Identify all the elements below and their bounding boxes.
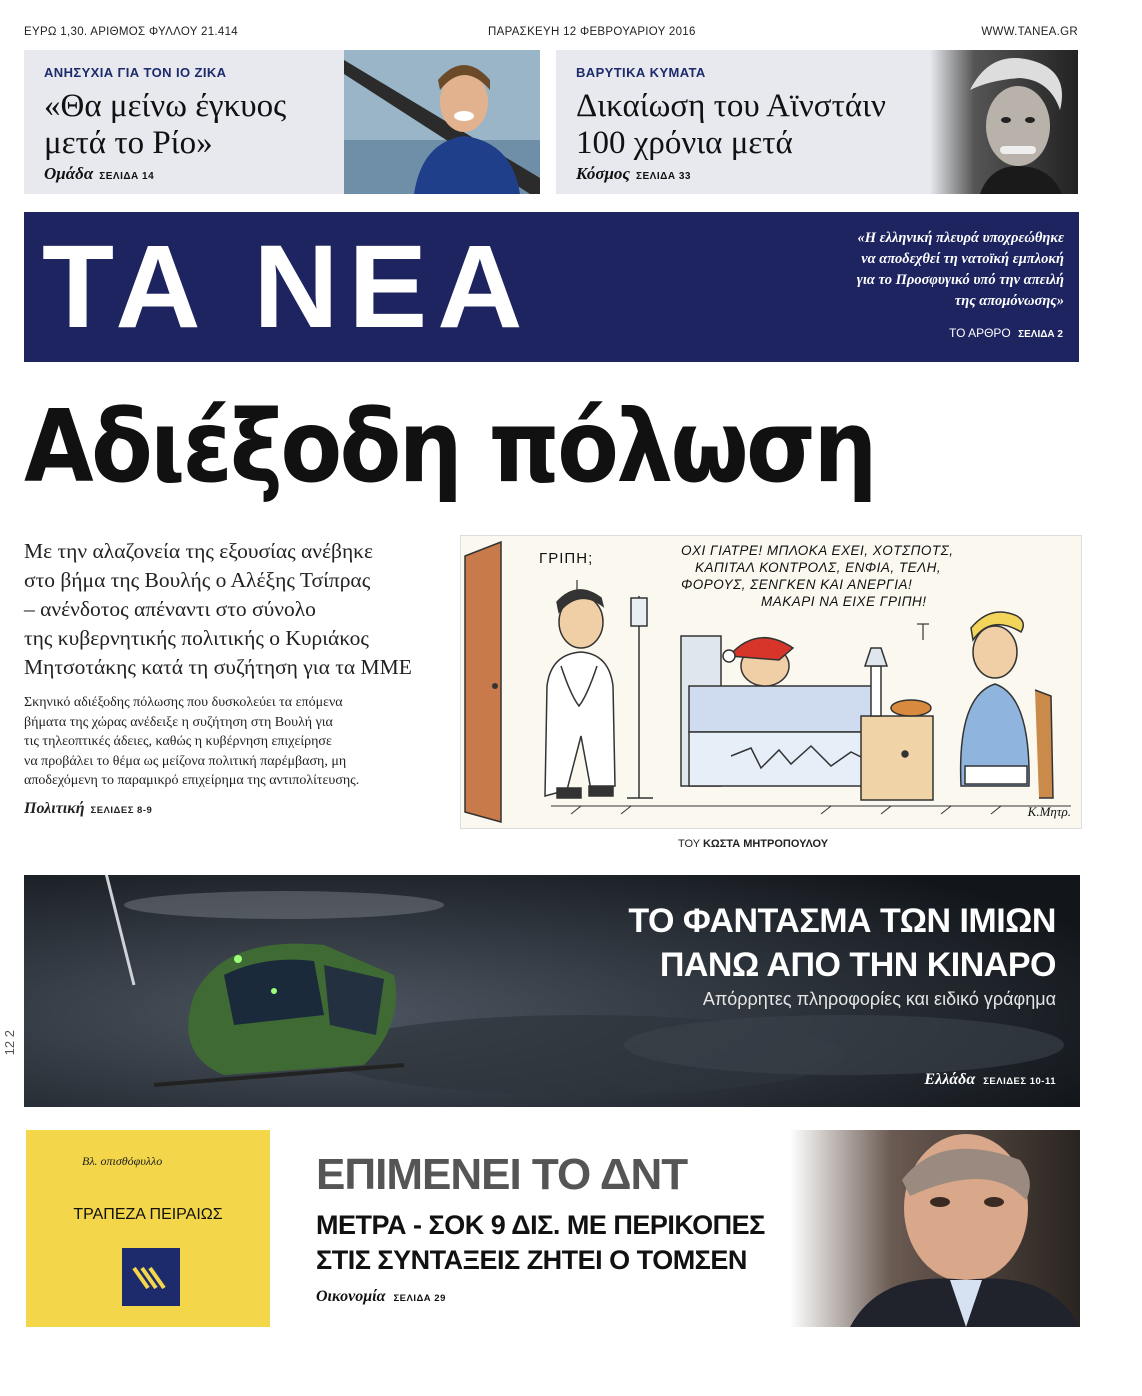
teaser-title-line: μετά το Ρίο»	[44, 125, 213, 161]
teaser-title-line: Δικαίωση του Αϊνστάιν	[576, 88, 886, 124]
subheadline-line: ΣΤΙΣ ΣΥΝΤΑΞΕΙΣ ΖΗΤΕΙ Ο ΤΟΜΣΕΝ	[316, 1245, 747, 1275]
einstein-photo	[930, 50, 1078, 194]
bottom-section	[316, 1286, 446, 1306]
bottom-subheadline	[316, 1208, 765, 1278]
imia-banner[interactable]	[24, 875, 1080, 1107]
body-line: Σκηνικό αδιέξοδης πόλωσης που δυσκολεύει τα επόμενα	[24, 695, 343, 710]
teaser-title	[576, 88, 886, 162]
article-label: ΤΟ ΑΡΘΡΟ	[948, 326, 1011, 340]
speech-line: ΟΧΙ ΓΙΑΤΡΕ! ΜΠΛΟΚΑ ΕΧΕΙ, ΧΟΤΣΠΟΤΣ,	[681, 543, 954, 558]
main-headline[interactable]: Αδιέξοδη πόλωση	[24, 388, 875, 505]
quote-line: για το Προσφυγικό υπό την απειλή	[856, 272, 1064, 288]
body-line: τις τηλεοπτικές άδειες, καθώς η κυβέρνηση επιχείρησε	[24, 734, 332, 749]
issue-info: ΕΥΡΩ 1,30. ΑΡΙΘΜΟΣ ΦΥΛΛΟΥ 21.414	[24, 26, 238, 38]
cartoon-credit	[678, 838, 828, 850]
lead-line: – ανένδοτος απέναντι στο σύνολο	[24, 597, 316, 621]
page-ref: ΣΕΛΙΔΕΣ 10-11	[983, 1076, 1056, 1087]
masthead	[24, 212, 1079, 362]
banner-title	[628, 899, 1056, 987]
page-ref: ΣΕΛΙΔΑ 14	[99, 171, 155, 182]
lead-line: Με την αλαζονεία της εξουσίας ανέβηκε	[24, 539, 374, 563]
newspaper-logo[interactable]: ΤΑ ΝΕΑ	[42, 221, 533, 353]
teaser-zika[interactable]	[24, 50, 540, 194]
main-lead	[24, 537, 444, 682]
main-section	[24, 799, 454, 821]
banner-title-line: ΠΑΝΩ ΑΠΟ ΤΗΝ ΚΙΝΑΡΟ	[659, 946, 1056, 984]
page-ref: ΣΕΛΙΔΕΣ 8-9	[90, 804, 153, 816]
thomsen-photo	[790, 1130, 1080, 1327]
doctor-speech: ΓΡΙΠΗ;	[539, 550, 594, 567]
teaser-section	[576, 164, 691, 184]
section-name: Οικονομία	[316, 1288, 386, 1305]
quote-line: «Η ελληνική πλευρά υποχρεώθηκε	[857, 230, 1064, 246]
athlete-photo	[344, 50, 540, 194]
banner-section	[924, 1069, 1056, 1089]
piraeus-bank-ad[interactable]	[26, 1130, 270, 1327]
issue-date: ΠΑΡΑΣΚΕΥΗ 12 ΦΕΒΡΟΥΑΡΙΟΥ 2016	[488, 26, 696, 38]
main-body	[24, 693, 454, 820]
bank-logo-icon	[122, 1248, 180, 1306]
article-link[interactable]	[949, 326, 1063, 340]
teaser-kicker: ΑΝΗΣΥΧΙΑ ΓΙΑ ΤΟΝ ΙΟ ΖΙΚΑ	[44, 65, 227, 80]
teaser-kicker: ΒΑΡΥΤΙΚΑ ΚΥΜΑΤΑ	[576, 65, 706, 80]
teaser-title-line: 100 χρόνια μετά	[576, 125, 793, 161]
website-link[interactable]: WWW.TANEA.GR	[981, 26, 1078, 38]
bottom-headline: ΕΠΙΜΕΝΕΙ ΤΟ ΔΝΤ	[316, 1150, 688, 1199]
section-name: Πολιτική	[24, 799, 85, 817]
lead-line: της κυβερνητικής πολιτικής ο Κυριάκος	[24, 626, 369, 650]
body-line: βήματα της χώρας ανέδειξε η συζήτηση στη Βουλή για	[24, 714, 333, 730]
section-name: Κόσμος	[576, 164, 631, 183]
speech-line: ΜΑΚΑΡΙ ΝΑ ΕΙΧΕ ΓΡΙΠΗ!	[761, 594, 927, 609]
margin-mark: 12 2	[2, 1030, 17, 1056]
masthead-quote[interactable]	[760, 228, 1064, 312]
body-line: να προβάλει το θέμα ως μείζονα πολιτική παρέμβαση, μη	[24, 753, 347, 769]
teaser-title-line: «Θα μείνω έγκυος	[44, 88, 287, 124]
section-name: Ομάδα	[44, 164, 94, 183]
ad-note: Βλ. οπισθόφυλλο	[82, 1154, 163, 1168]
page-ref: ΣΕΛΙΔΑ 29	[393, 1293, 446, 1304]
credit-name: ΚΩΣΤΑ ΜΗΤΡΟΠΟΥΛΟΥ	[702, 838, 829, 850]
speech-line: ΦΟΡΟΥΣ, ΣΕΝΓΚΕΝ ΚΑΙ ΑΝΕΡΓΙΑ!	[681, 577, 913, 592]
credit-prefix: ΤΟΥ	[678, 838, 700, 850]
teaser-einstein[interactable]	[556, 50, 1078, 194]
section-name: Ελλάδα	[924, 1071, 976, 1088]
ad-bank-name: ΤΡΑΠΕΖΑ ΠΕΙΡΑΙΩΣ	[73, 1206, 223, 1223]
quote-line: να αποδεχθεί τη νατοϊκή εμπλοκή	[861, 251, 1064, 267]
banner-subtitle: Απόρρητες πληροφορίες και ειδικό γράφημα	[702, 989, 1056, 1009]
lead-line: Μητσοτάκης κατά τη συζήτηση για τα ΜΜΕ	[24, 655, 412, 679]
subheadline-line: ΜΕΤΡΑ - ΣΟΚ 9 ΔΙΣ. ΜΕ ΠΕΡΙΚΟΠΕΣ	[316, 1210, 765, 1240]
quote-line: της απομόνωσης»	[954, 293, 1064, 309]
lead-line: στο βήμα της Βουλής ο Αλέξης Τσίπρας	[24, 568, 371, 592]
wife-speech	[681, 542, 1081, 610]
imf-story[interactable]	[290, 1130, 1080, 1327]
banner-title-line: ΤΟ ΦΑΝΤΑΣΜΑ ΤΩΝ ΙΜΙΩΝ	[628, 902, 1056, 940]
page-ref: ΣΕΛΙΔΑ 33	[636, 171, 691, 182]
political-cartoon[interactable]	[460, 535, 1082, 829]
cartoonist-signature: Κ.Μητρ.	[1027, 804, 1071, 819]
teaser-section	[44, 164, 154, 184]
body-line: αποδεχόμενη το παραμικρό επιχείρημα της αντιπολίτευσης.	[24, 773, 360, 788]
page-ref: ΣΕΛΙΔΑ 2	[1018, 329, 1063, 340]
speech-line: ΚΑΠΙΤΑΛ ΚΟΝΤΡΟΛΣ, ΕΝΦΙΑ, ΤΕΛΗ,	[695, 560, 942, 575]
teaser-title	[44, 88, 286, 162]
